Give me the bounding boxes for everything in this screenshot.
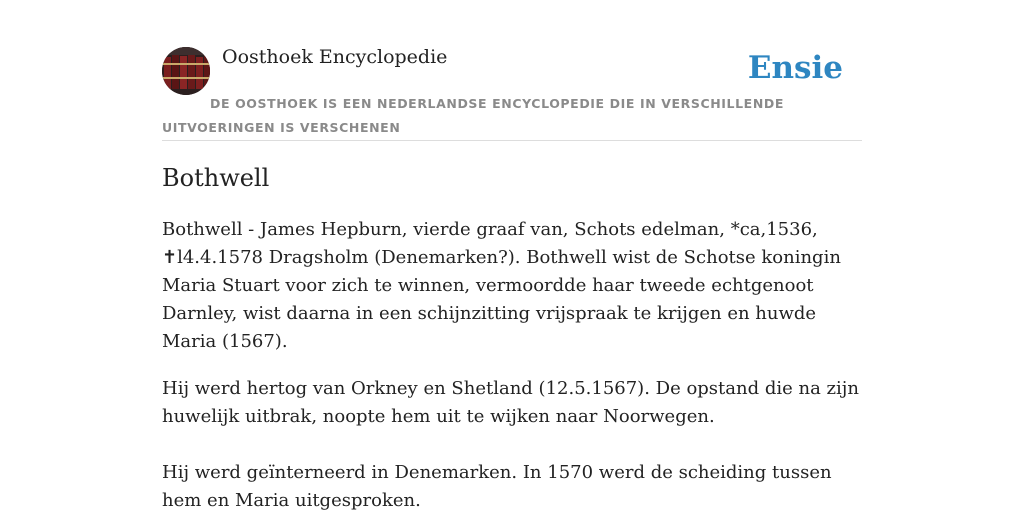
article-paragraph: Hij werd geïnterneerd in Denemarken. In 1570 werd de scheiding tussen hem en Maria uitgesproken. [162,462,832,511]
encyclopedia-books-icon[interactable] [162,47,210,95]
article [162,160,862,515]
article-paragraph: Bothwell - James Hepburn, vierde graaf van, Schots edelman, *ca,1536, ✝l4.4.1578 Dragsholm (Denemarken?). Bothwell wist de Schotse koningin Maria Stuart voor zich te winnen, vermoordde haar tweede echtgenoot Darnley, wist daarna in een schijnzitting vrijspraak te krijgen en huwde Maria (1567). [162,219,841,352]
article-title: Bothwell [162,164,270,192]
site-header [162,44,862,141]
site-tagline: DE OOSTHOEK IS EEN NEDERLANDSE ENCYCLOPEDIE DIE IN VERSCHILLENDE UITVOERINGEN IS VERSCHENEN [162,96,784,135]
site-title[interactable]: Oosthoek Encyclopedie [222,46,448,68]
article-paragraph: Hij werd hertog van Orkney en Shetland (12.5.1567). De opstand die na zijn huwelijk uitbrak, noopte hem uit te wijken naar Noorwegen. [162,378,859,427]
brand-logo[interactable]: Ensie [747,50,843,86]
